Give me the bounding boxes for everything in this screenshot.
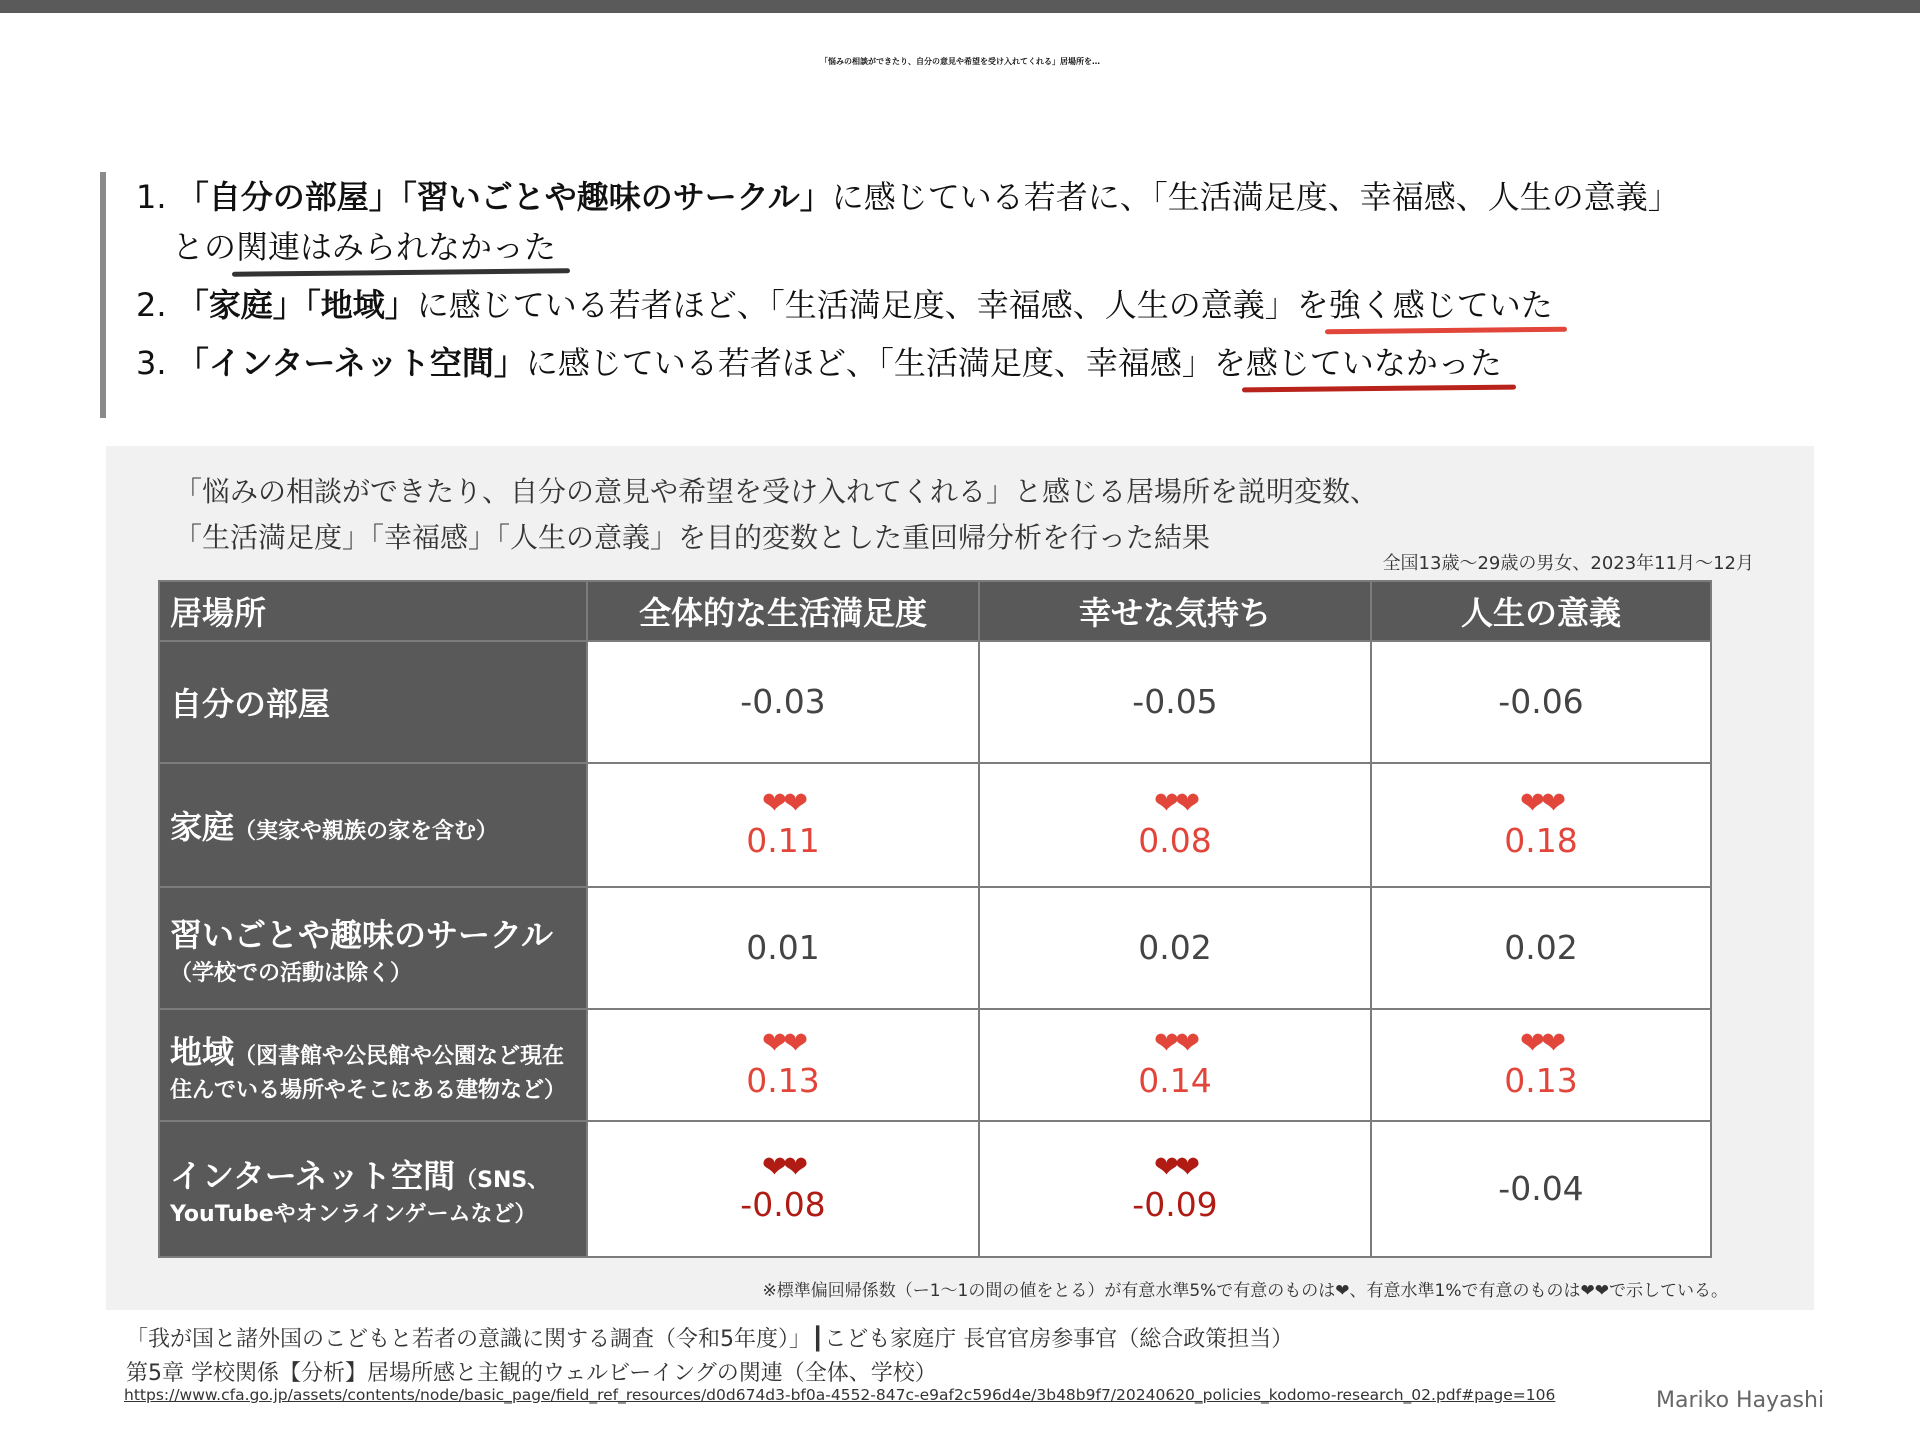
table-cell bbox=[979, 763, 1371, 887]
survey-note: 全国13歳〜29歳の男女、2023年11月〜12月 bbox=[1382, 553, 1754, 574]
heart-icons: ❤❤ bbox=[1153, 1026, 1197, 1061]
finding-1-text: に感じている若者に、「生活満足度、幸福感、人生の意義」 bbox=[831, 178, 1680, 216]
results-panel bbox=[106, 446, 1814, 1310]
row-label-text: 家庭 bbox=[170, 808, 235, 846]
table-cell bbox=[979, 887, 1371, 1009]
source-url-link[interactable]: https://www.cfa.go.jp/assets/contents/node/basic_page/field_ref_resources/d0d674d3-bf0a-4552-847c-e9af2c596d4e/3b48b9f7/20240620_policies_kodomo-research_02.pdf#page=106 bbox=[124, 1386, 1556, 1404]
row-label-text: 自分の部屋 bbox=[170, 685, 331, 723]
heart-icons: ❤❤ bbox=[1519, 1026, 1563, 1061]
source-line-1: 「我が国と諸外国のこどもと若者の意識に関する調査（令和5年度）」┃こども家庭庁 長官官房参事官（総合政策担当） bbox=[126, 1327, 1294, 1352]
row-label-note-line-2: YouTubeやオンラインゲームなど） bbox=[170, 1201, 537, 1227]
table-row-community bbox=[159, 1009, 1711, 1121]
row-label-note: （学校での活動は除く） bbox=[170, 960, 413, 986]
row-label-own-room bbox=[159, 641, 587, 763]
header-meaning-of-life: 人生の意義 bbox=[1371, 581, 1711, 641]
coefficient-value: 0.13 bbox=[746, 1061, 820, 1100]
finding-2-text: に感じている若者ほど、「生活満足度、幸福感、人生の意義」を bbox=[416, 286, 1329, 324]
row-label-community bbox=[159, 1009, 587, 1121]
coefficient-value: -0.03 bbox=[740, 682, 826, 721]
finding-3-text: に感じている若者ほど、「生活満足度、幸福感」を bbox=[525, 344, 1246, 382]
heart-icons: ❤❤ bbox=[1519, 786, 1563, 821]
table-header-row bbox=[159, 581, 1711, 641]
finding-2 bbox=[136, 280, 1553, 326]
row-label-home bbox=[159, 763, 587, 887]
heart-icons: ❤❤ bbox=[761, 1026, 805, 1061]
table-cell bbox=[1371, 641, 1711, 763]
finding-1-continued bbox=[172, 222, 556, 268]
finding-1-bold: 「自分の部屋」「習いごとや趣味のサークル」 bbox=[176, 178, 832, 216]
finding-1 bbox=[136, 172, 1680, 218]
coefficient-value: 0.13 bbox=[1504, 1061, 1578, 1100]
table-cell bbox=[1371, 763, 1711, 887]
row-label-text: 地域 bbox=[170, 1032, 235, 1071]
top-bar bbox=[0, 0, 1920, 13]
table-cell bbox=[587, 641, 979, 763]
heart-icons: ❤❤ bbox=[761, 786, 805, 821]
panel-subtitle-line-2: 「生活満足度」「幸福感」「人生の意義」を目的変数とした重回帰分析を行った結果 bbox=[174, 521, 1211, 554]
source-line-2: 第5章 学校関係【分析】居場所感と主観的ウェルビーイングの関連（全体、学校） bbox=[126, 1361, 937, 1386]
table-cell bbox=[587, 887, 979, 1009]
finding-3-underlined: 感じていなかった bbox=[1246, 338, 1502, 384]
coefficient-value: -0.09 bbox=[1132, 1185, 1218, 1224]
coefficient-value: 0.18 bbox=[1504, 821, 1578, 860]
table-cell bbox=[979, 641, 1371, 763]
coefficient-value: -0.04 bbox=[1498, 1169, 1584, 1208]
regression-table bbox=[158, 580, 1712, 1258]
table-row-internet bbox=[159, 1121, 1711, 1257]
coefficient-value: 0.01 bbox=[746, 928, 820, 967]
table-cell bbox=[1371, 887, 1711, 1009]
row-label-hobby-circle bbox=[159, 887, 587, 1009]
finding-2-bold: 「家庭」「地域」 bbox=[176, 286, 417, 324]
table-cell bbox=[587, 1121, 979, 1257]
coefficient-value: 0.02 bbox=[1138, 928, 1212, 967]
finding-2-number: 2. bbox=[136, 286, 167, 324]
row-label-note: （SNS、 bbox=[455, 1167, 550, 1193]
finding-3 bbox=[136, 338, 1502, 384]
coefficient-value: 0.14 bbox=[1138, 1061, 1212, 1100]
coefficient-value: 0.11 bbox=[746, 821, 820, 860]
header-place: 居場所 bbox=[159, 581, 587, 641]
coefficient-value: 0.08 bbox=[1138, 821, 1212, 860]
table-cell bbox=[1371, 1009, 1711, 1121]
table-cell bbox=[1371, 1121, 1711, 1257]
heart-icons: ❤❤ bbox=[761, 1150, 805, 1185]
finding-2-underlined: 強く感じていた bbox=[1329, 280, 1553, 326]
row-label-text: 習いごとや趣味のサークル bbox=[170, 915, 554, 954]
table-row-own-room bbox=[159, 641, 1711, 763]
coefficient-value: -0.06 bbox=[1498, 682, 1584, 721]
row-label-note: （図書館や公民館や公園など現在 bbox=[234, 1043, 565, 1069]
findings-list bbox=[100, 172, 1840, 418]
row-label-note: （実家や親族の家を含む） bbox=[234, 819, 499, 844]
heart-icons: ❤❤ bbox=[1153, 786, 1197, 821]
header-life-satisfaction: 全体的な生活満足度 bbox=[587, 581, 979, 641]
page-title: 「悩みの相談ができたり、自分の意見や希望を受け入れてくれる」居場所を… bbox=[820, 57, 1100, 66]
coefficient-value: -0.05 bbox=[1132, 682, 1218, 721]
table-cell bbox=[979, 1009, 1371, 1121]
table-cell bbox=[979, 1121, 1371, 1257]
panel-subtitle-line-1: 「悩みの相談ができたり、自分の意見や希望を受け入れてくれる」と感じる居場所を説明変数、 bbox=[174, 475, 1379, 508]
row-label-internet bbox=[159, 1121, 587, 1257]
finding-3-number: 3. bbox=[136, 344, 167, 382]
significance-footnote: ※標準偏回帰係数（ー1〜1の間の値をとる）が有意水準5%で有意のものは❤、有意水準1%で有意のものは❤❤で示している。 bbox=[762, 1281, 1728, 1301]
table-cell bbox=[587, 763, 979, 887]
finding-1-cont-text: との bbox=[172, 228, 237, 266]
heart-icons: ❤❤ bbox=[1153, 1150, 1197, 1185]
coefficient-value: -0.08 bbox=[740, 1185, 826, 1224]
table-cell bbox=[587, 1009, 979, 1121]
finding-1-number: 1. bbox=[136, 178, 167, 216]
table-row-hobby-circle bbox=[159, 887, 1711, 1009]
author-credit: Mariko Hayashi bbox=[1656, 1388, 1825, 1413]
row-label-text: インターネット空間 bbox=[170, 1156, 456, 1195]
row-label-note-line-2: 住んでいる場所やそこにある建物など） bbox=[170, 1077, 567, 1103]
finding-1-underlined: 関連はみられなかった bbox=[236, 222, 556, 268]
finding-3-bold: 「インターネット空間」 bbox=[176, 344, 526, 382]
table-row-home bbox=[159, 763, 1711, 887]
header-happiness: 幸せな気持ち bbox=[979, 581, 1371, 641]
coefficient-value: 0.02 bbox=[1504, 928, 1578, 967]
